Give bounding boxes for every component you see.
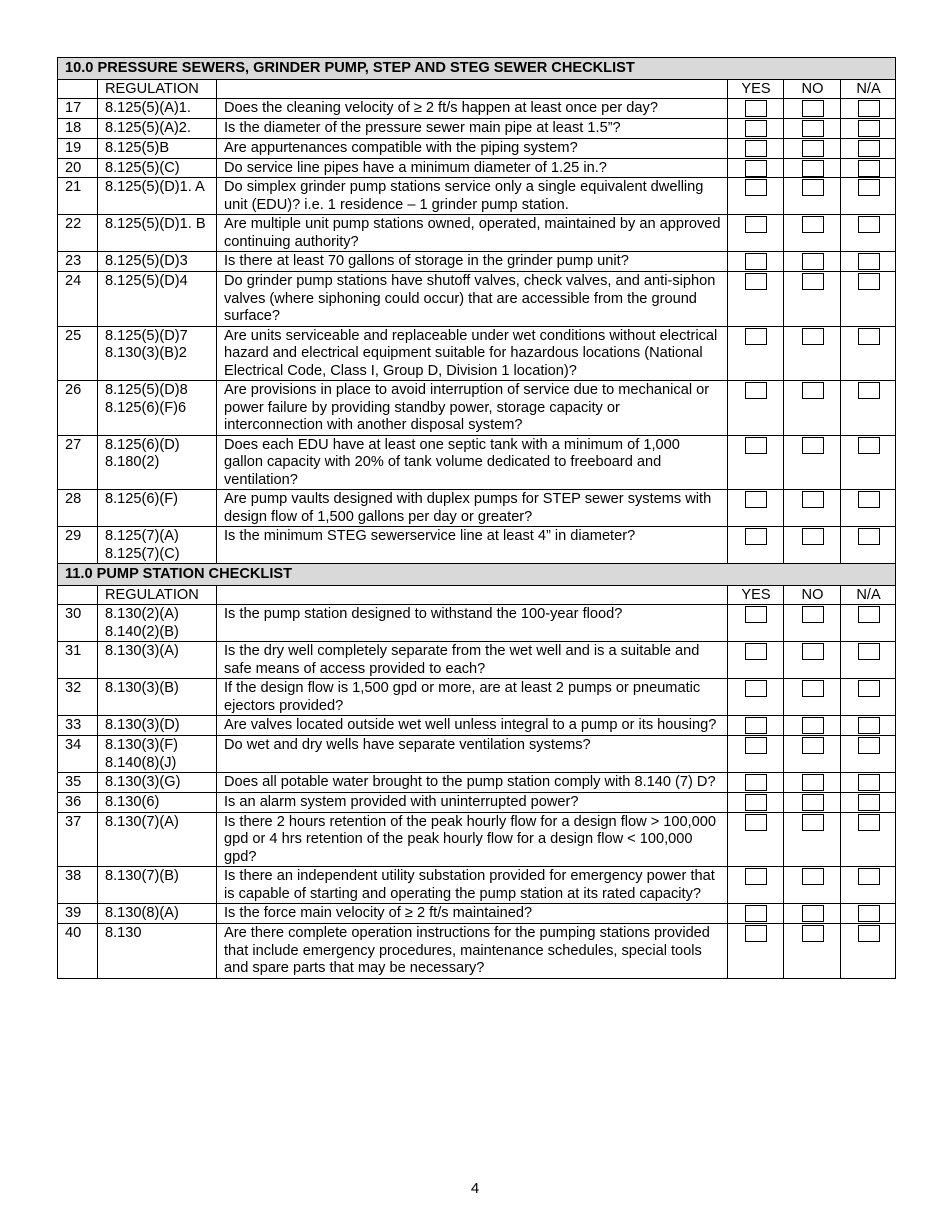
na-checkbox[interactable]: [858, 528, 880, 545]
yes-cell: [728, 642, 784, 679]
header-number: [58, 79, 98, 99]
na-checkbox[interactable]: [858, 606, 880, 623]
na-cell: [841, 924, 896, 979]
no-checkbox[interactable]: [802, 382, 824, 399]
yes-cell: [728, 435, 784, 490]
question-text: Is an alarm system provided with uninterrupted power?: [217, 793, 728, 813]
item-number: 28: [58, 490, 98, 527]
no-cell: [784, 215, 841, 252]
checklist-row: [58, 215, 896, 252]
regulation-ref: 8.130(3)(A): [98, 642, 217, 679]
no-cell: [784, 793, 841, 813]
no-checkbox[interactable]: [802, 179, 824, 196]
item-number: 19: [58, 138, 98, 158]
yes-checkbox[interactable]: [745, 491, 767, 508]
na-cell: [841, 773, 896, 793]
na-checkbox[interactable]: [858, 437, 880, 454]
na-cell: [841, 736, 896, 773]
yes-checkbox[interactable]: [745, 273, 767, 290]
na-checkbox[interactable]: [858, 794, 880, 811]
yes-checkbox[interactable]: [745, 437, 767, 454]
yes-checkbox[interactable]: [745, 606, 767, 623]
yes-cell: [728, 904, 784, 924]
regulation-ref: 8.130(7)(A): [98, 812, 217, 867]
yes-cell: [728, 773, 784, 793]
regulation-ref: 8.125(5)(D)4: [98, 272, 217, 327]
yes-cell: [728, 99, 784, 119]
na-cell: [841, 272, 896, 327]
header-number: [58, 585, 98, 605]
na-checkbox[interactable]: [858, 216, 880, 233]
regulation-ref: 8.125(5)(D)7 8.130(3)(B)2: [98, 326, 217, 381]
regulation-ref: 8.130(3)(B): [98, 679, 217, 716]
question-text: Do simplex grinder pump stations service only a single equivalent dwelling unit (EDU)? i.e. 1 residence – 1 grinder pump station.: [217, 178, 728, 215]
yes-checkbox[interactable]: [745, 868, 767, 885]
na-checkbox[interactable]: [858, 643, 880, 660]
no-cell: [784, 435, 841, 490]
yes-checkbox[interactable]: [745, 680, 767, 697]
section-header-row: [58, 564, 896, 586]
header-question: [217, 585, 728, 605]
checklist-row: [58, 272, 896, 327]
na-checkbox[interactable]: [858, 491, 880, 508]
item-number: 29: [58, 527, 98, 564]
checklist-table: [57, 57, 896, 979]
yes-cell: [728, 252, 784, 272]
na-cell: [841, 435, 896, 490]
checklist-row: [58, 527, 896, 564]
no-checkbox[interactable]: [802, 737, 824, 754]
yes-cell: [728, 736, 784, 773]
na-checkbox[interactable]: [858, 253, 880, 270]
regulation-ref: 8.130(8)(A): [98, 904, 217, 924]
checklist-row: [58, 381, 896, 436]
no-cell: [784, 605, 841, 642]
item-number: 30: [58, 605, 98, 642]
na-cell: [841, 138, 896, 158]
no-checkbox[interactable]: [802, 437, 824, 454]
no-checkbox[interactable]: [802, 606, 824, 623]
yes-cell: [728, 924, 784, 979]
no-checkbox[interactable]: [802, 528, 824, 545]
no-checkbox[interactable]: [802, 253, 824, 270]
na-cell: [841, 252, 896, 272]
checklist-row: [58, 435, 896, 490]
yes-checkbox[interactable]: [745, 814, 767, 831]
no-cell: [784, 679, 841, 716]
yes-cell: [728, 118, 784, 138]
regulation-ref: 8.125(5)(A)1.: [98, 99, 217, 119]
na-cell: [841, 178, 896, 215]
yes-cell: [728, 490, 784, 527]
column-header-row: [58, 79, 896, 99]
item-number: 36: [58, 793, 98, 813]
no-checkbox[interactable]: [802, 273, 824, 290]
item-number: 39: [58, 904, 98, 924]
header-yes: YES: [728, 79, 784, 99]
na-checkbox[interactable]: [858, 100, 880, 117]
no-checkbox[interactable]: [802, 794, 824, 811]
item-number: 22: [58, 215, 98, 252]
item-number: 17: [58, 99, 98, 119]
yes-cell: [728, 272, 784, 327]
item-number: 32: [58, 679, 98, 716]
no-checkbox[interactable]: [802, 774, 824, 791]
na-cell: [841, 904, 896, 924]
yes-checkbox[interactable]: [745, 905, 767, 922]
checklist-row: [58, 716, 896, 736]
checklist-row: [58, 178, 896, 215]
no-checkbox[interactable]: [802, 814, 824, 831]
no-cell: [784, 138, 841, 158]
na-checkbox[interactable]: [858, 179, 880, 196]
item-number: 21: [58, 178, 98, 215]
item-number: 40: [58, 924, 98, 979]
yes-checkbox[interactable]: [745, 925, 767, 942]
checklist-row: [58, 138, 896, 158]
na-checkbox[interactable]: [858, 140, 880, 157]
yes-cell: [728, 326, 784, 381]
no-checkbox[interactable]: [802, 216, 824, 233]
checklist-row: [58, 252, 896, 272]
checklist-row: [58, 812, 896, 867]
yes-checkbox[interactable]: [745, 717, 767, 734]
item-number: 34: [58, 736, 98, 773]
no-checkbox[interactable]: [802, 328, 824, 345]
na-checkbox[interactable]: [858, 905, 880, 922]
no-checkbox[interactable]: [802, 680, 824, 697]
yes-cell: [728, 716, 784, 736]
checklist-row: [58, 736, 896, 773]
yes-checkbox[interactable]: [745, 737, 767, 754]
no-checkbox[interactable]: [802, 140, 824, 157]
question-text: Is the dry well completely separate from the wet well and is a suitable and safe means of access provided to each?: [217, 642, 728, 679]
no-checkbox[interactable]: [802, 717, 824, 734]
no-checkbox[interactable]: [802, 643, 824, 660]
na-checkbox[interactable]: [858, 273, 880, 290]
yes-cell: [728, 158, 784, 178]
header-regulation: REGULATION: [98, 79, 217, 99]
na-checkbox[interactable]: [858, 868, 880, 885]
regulation-ref: 8.125(5)(D)8 8.125(6)(F)6: [98, 381, 217, 436]
yes-checkbox[interactable]: [745, 216, 767, 233]
no-cell: [784, 158, 841, 178]
na-checkbox[interactable]: [858, 814, 880, 831]
question-text: Is there at least 70 gallons of storage in the grinder pump unit?: [217, 252, 728, 272]
question-text: Are appurtenances compatible with the piping system?: [217, 138, 728, 158]
yes-checkbox[interactable]: [745, 643, 767, 660]
yes-cell: [728, 138, 784, 158]
na-cell: [841, 642, 896, 679]
item-number: 33: [58, 716, 98, 736]
checklist-row: [58, 679, 896, 716]
item-number: 23: [58, 252, 98, 272]
yes-checkbox[interactable]: [745, 328, 767, 345]
section-title: 10.0 PRESSURE SEWERS, GRINDER PUMP, STEP AND STEG SEWER CHECKLIST: [58, 58, 896, 80]
na-cell: [841, 326, 896, 381]
header-na: N/A: [841, 585, 896, 605]
checklist-row: [58, 867, 896, 904]
regulation-ref: 8.125(6)(F): [98, 490, 217, 527]
question-text: If the design flow is 1,500 gpd or more, are at least 2 pumps or pneumatic ejectors provided?: [217, 679, 728, 716]
no-cell: [784, 812, 841, 867]
na-cell: [841, 605, 896, 642]
checklist-row: [58, 773, 896, 793]
no-cell: [784, 252, 841, 272]
item-number: 27: [58, 435, 98, 490]
regulation-ref: 8.130(3)(F) 8.140(8)(J): [98, 736, 217, 773]
question-text: Are pump vaults designed with duplex pumps for STEP sewer systems with design flow of 1,500 gallons per day or greater?: [217, 490, 728, 527]
yes-cell: [728, 527, 784, 564]
na-checkbox[interactable]: [858, 160, 880, 177]
item-number: 26: [58, 381, 98, 436]
yes-cell: [728, 812, 784, 867]
question-text: Is the force main velocity of ≥ 2 ft/s maintained?: [217, 904, 728, 924]
checklist-row: [58, 490, 896, 527]
regulation-ref: 8.130(2)(A) 8.140(2)(B): [98, 605, 217, 642]
regulation-ref: 8.125(5)(D)1. B: [98, 215, 217, 252]
regulation-ref: 8.125(7)(A) 8.125(7)(C): [98, 527, 217, 564]
no-cell: [784, 867, 841, 904]
na-cell: [841, 867, 896, 904]
yes-checkbox[interactable]: [745, 100, 767, 117]
question-text: Do service line pipes have a minimum diameter of 1.25 in.?: [217, 158, 728, 178]
regulation-ref: 8.125(5)B: [98, 138, 217, 158]
yes-checkbox[interactable]: [745, 140, 767, 157]
no-checkbox[interactable]: [802, 100, 824, 117]
no-checkbox[interactable]: [802, 868, 824, 885]
no-cell: [784, 272, 841, 327]
item-number: 38: [58, 867, 98, 904]
page-number: 4: [470, 1180, 480, 1197]
na-cell: [841, 490, 896, 527]
regulation-ref: 8.125(5)(C): [98, 158, 217, 178]
header-na: N/A: [841, 79, 896, 99]
no-cell: [784, 904, 841, 924]
no-checkbox[interactable]: [802, 120, 824, 137]
checklist-row: [58, 793, 896, 813]
question-text: Are provisions in place to avoid interruption of service due to mechanical or power failure by providing standby power, storage capacity or interconnection with another disposal system?: [217, 381, 728, 436]
na-checkbox[interactable]: [858, 925, 880, 942]
checklist-row: [58, 904, 896, 924]
na-cell: [841, 679, 896, 716]
na-checkbox[interactable]: [858, 680, 880, 697]
regulation-ref: 8.130: [98, 924, 217, 979]
question-text: Is there 2 hours retention of the peak hourly flow for a design flow > 100,000 gpd or 4 hrs retention of the peak hourly flow for a design flow < 100,000 gpd?: [217, 812, 728, 867]
no-cell: [784, 178, 841, 215]
na-cell: [841, 118, 896, 138]
header-no: NO: [784, 79, 841, 99]
no-cell: [784, 527, 841, 564]
question-text: Does all potable water brought to the pump station comply with 8.140 (7) D?: [217, 773, 728, 793]
regulation-ref: 8.130(7)(B): [98, 867, 217, 904]
regulation-ref: 8.125(5)(A)2.: [98, 118, 217, 138]
yes-cell: [728, 867, 784, 904]
question-text: Does each EDU have at least one septic tank with a minimum of 1,000 gallon capacity with 20% of tank volume dedicated to freeboard and ventilation?: [217, 435, 728, 490]
no-checkbox[interactable]: [802, 160, 824, 177]
na-cell: [841, 716, 896, 736]
question-text: Is the diameter of the pressure sewer main pipe at least 1.5”?: [217, 118, 728, 138]
regulation-ref: 8.125(6)(D) 8.180(2): [98, 435, 217, 490]
na-cell: [841, 793, 896, 813]
item-number: 25: [58, 326, 98, 381]
question-text: Is there an independent utility substation provided for emergency power that is capable of starting and operating the pump station at its rated capacity?: [217, 867, 728, 904]
checklist-row: [58, 158, 896, 178]
no-cell: [784, 736, 841, 773]
na-checkbox[interactable]: [858, 328, 880, 345]
na-cell: [841, 527, 896, 564]
no-checkbox[interactable]: [802, 491, 824, 508]
checklist-row: [58, 605, 896, 642]
question-text: Are valves located outside wet well unless integral to a pump or its housing?: [217, 716, 728, 736]
header-no: NO: [784, 585, 841, 605]
no-cell: [784, 381, 841, 436]
yes-checkbox[interactable]: [745, 160, 767, 177]
question-text: Is the minimum STEG sewerservice line at least 4” in diameter?: [217, 527, 728, 564]
no-cell: [784, 924, 841, 979]
checklist-row: [58, 99, 896, 119]
yes-cell: [728, 215, 784, 252]
header-question: [217, 79, 728, 99]
yes-cell: [728, 605, 784, 642]
yes-checkbox[interactable]: [745, 794, 767, 811]
yes-checkbox[interactable]: [745, 120, 767, 137]
item-number: 20: [58, 158, 98, 178]
no-cell: [784, 118, 841, 138]
na-cell: [841, 215, 896, 252]
question-text: Are multiple unit pump stations owned, operated, maintained by an approved continuing authority?: [217, 215, 728, 252]
na-cell: [841, 812, 896, 867]
item-number: 24: [58, 272, 98, 327]
no-checkbox[interactable]: [802, 925, 824, 942]
checklist-row: [58, 642, 896, 679]
header-yes: YES: [728, 585, 784, 605]
question-text: Do grinder pump stations have shutoff valves, check valves, and anti-siphon valves (where siphoning could occur) that are accessible from the ground surface?: [217, 272, 728, 327]
na-checkbox[interactable]: [858, 717, 880, 734]
no-cell: [784, 716, 841, 736]
regulation-ref: 8.130(3)(D): [98, 716, 217, 736]
item-number: 37: [58, 812, 98, 867]
regulation-ref: 8.125(5)(D)1. A: [98, 178, 217, 215]
na-checkbox[interactable]: [858, 774, 880, 791]
question-text: Is the pump station designed to withstand the 100-year flood?: [217, 605, 728, 642]
header-regulation: REGULATION: [98, 585, 217, 605]
yes-checkbox[interactable]: [745, 774, 767, 791]
na-checkbox[interactable]: [858, 120, 880, 137]
yes-checkbox[interactable]: [745, 528, 767, 545]
question-text: Does the cleaning velocity of ≥ 2 ft/s happen at least once per day?: [217, 99, 728, 119]
section-header-row: [58, 58, 896, 80]
yes-cell: [728, 793, 784, 813]
checklist-row: [58, 118, 896, 138]
na-checkbox[interactable]: [858, 737, 880, 754]
no-cell: [784, 642, 841, 679]
item-number: 35: [58, 773, 98, 793]
no-cell: [784, 490, 841, 527]
yes-checkbox[interactable]: [745, 253, 767, 270]
no-checkbox[interactable]: [802, 905, 824, 922]
checklist-row: [58, 924, 896, 979]
yes-cell: [728, 381, 784, 436]
regulation-ref: 8.130(3)(G): [98, 773, 217, 793]
no-cell: [784, 773, 841, 793]
na-checkbox[interactable]: [858, 382, 880, 399]
no-cell: [784, 99, 841, 119]
no-cell: [784, 326, 841, 381]
question-text: Are there complete operation instructions for the pumping stations provided that include emergency procedures, maintenance schedules, special tools and spare parts that may be necessary?: [217, 924, 728, 979]
regulation-ref: 8.125(5)(D)3: [98, 252, 217, 272]
yes-cell: [728, 679, 784, 716]
item-number: 31: [58, 642, 98, 679]
checklist-row: [58, 326, 896, 381]
question-text: Are units serviceable and replaceable under wet conditions without electrical hazard and electrical equipment suitable for hazardous locations (National Electrical Code, Class I, Group D, Division 1 location)?: [217, 326, 728, 381]
item-number: 18: [58, 118, 98, 138]
na-cell: [841, 158, 896, 178]
column-header-row: [58, 585, 896, 605]
na-cell: [841, 381, 896, 436]
yes-cell: [728, 178, 784, 215]
na-cell: [841, 99, 896, 119]
yes-checkbox[interactable]: [745, 382, 767, 399]
section-title: 11.0 PUMP STATION CHECKLIST: [58, 564, 896, 586]
question-text: Do wet and dry wells have separate ventilation systems?: [217, 736, 728, 773]
yes-checkbox[interactable]: [745, 179, 767, 196]
regulation-ref: 8.130(6): [98, 793, 217, 813]
